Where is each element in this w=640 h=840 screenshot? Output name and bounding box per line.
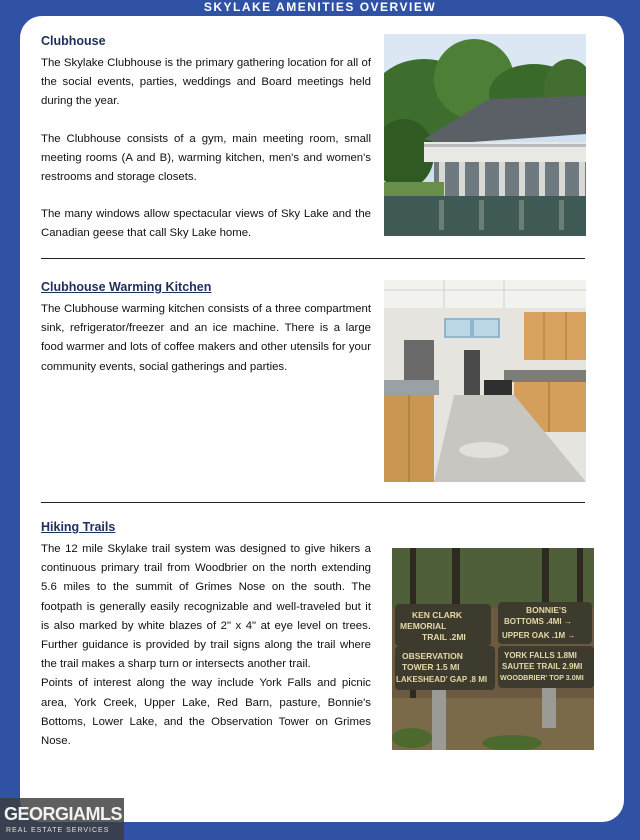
kitchen-section — [41, 280, 371, 377]
section-divider — [41, 502, 585, 503]
sign-right-line: BONNIE'S — [526, 605, 567, 615]
clubhouse-section — [41, 34, 371, 244]
trail-signs-photo — [392, 548, 594, 750]
clubhouse-paragraph: The Clubhouse consists of a gym, main meeting room, small meeting rooms (A and B), warming kitchen, men's and women's restrooms and storage closets. — [41, 132, 371, 184]
trails-paragraph: The 12 mile Skylake trail system was designed to give hikers a continuous primary trail from Woodbrier on the north extending 5.6 miles to the summit of Grimes Nose on the south. The footpath is generally easily recognizable and well-traveled but it is also marked by white blazes of 2" x 4" at eye level on trees. Further guidance is provided by trail signs along the trail where the trail makes a sharp turn or intersects another trail. — [41, 543, 371, 671]
watermark-tagline: REAL ESTATE SERVICES — [6, 827, 110, 834]
sign-right-line: WOODBRIER' TOP 3.0MI — [500, 673, 584, 682]
sign-left-line: TOWER 1.5 MI — [402, 662, 460, 672]
sign-right-line: SAUTEE TRAIL 2.9MI — [502, 662, 583, 671]
georgiamls-watermark — [0, 798, 124, 840]
clubhouse-photo — [384, 34, 586, 236]
watermark-brand: GEORGIAMLS — [4, 804, 123, 824]
content-page — [20, 16, 624, 822]
kitchen-title: Clubhouse Warming Kitchen — [41, 280, 212, 294]
clubhouse-paragraph: The many windows allow spectacular views of Sky Lake and the Canadian geese that call Sky Lake home. — [41, 208, 371, 240]
sign-left-line: LAKESHEAD' GAP .8 MI — [396, 675, 488, 684]
sign-right-line: UPPER OAK .1M → — [502, 631, 576, 640]
sign-right-line: BOTTOMS .4MI → — [504, 617, 572, 626]
sign-right-line: YORK FALLS 1.8MI — [504, 651, 577, 660]
trails-paragraph: Points of interest along the way include York Falls and picnic area, York Creek, Upper Lake, Red Barn, pasture, Bonnie's Bottoms, Lower Lake, and the Observation Tower on Grimes Nose. — [41, 677, 371, 748]
kitchen-photo — [384, 280, 586, 482]
trails-section — [41, 520, 371, 751]
section-divider — [41, 258, 585, 259]
page-header-title: SKYLAKE AMENITIES OVERVIEW — [203, 0, 437, 14]
kitchen-paragraph: The Clubhouse warming kitchen consists of a three compartment sink, refrigerator/freezer and an ice machine. There is a large food warmer and lots of coffee makers and other utensils for your community events, social gatherings and parties. — [41, 303, 371, 373]
sign-left-line: TRAIL .2MI — [422, 632, 466, 642]
sign-left-line: OBSERVATION — [402, 651, 463, 661]
sign-left-line: MEMORIAL — [400, 621, 447, 631]
clubhouse-title: Clubhouse — [41, 34, 106, 48]
sign-left-line: KEN CLARK — [412, 610, 463, 620]
clubhouse-paragraph: The Skylake Clubhouse is the primary gathering location for all of the social events, parties, weddings and Board meetings held during the year. — [41, 57, 371, 108]
trails-title: Hiking Trails — [41, 520, 116, 534]
